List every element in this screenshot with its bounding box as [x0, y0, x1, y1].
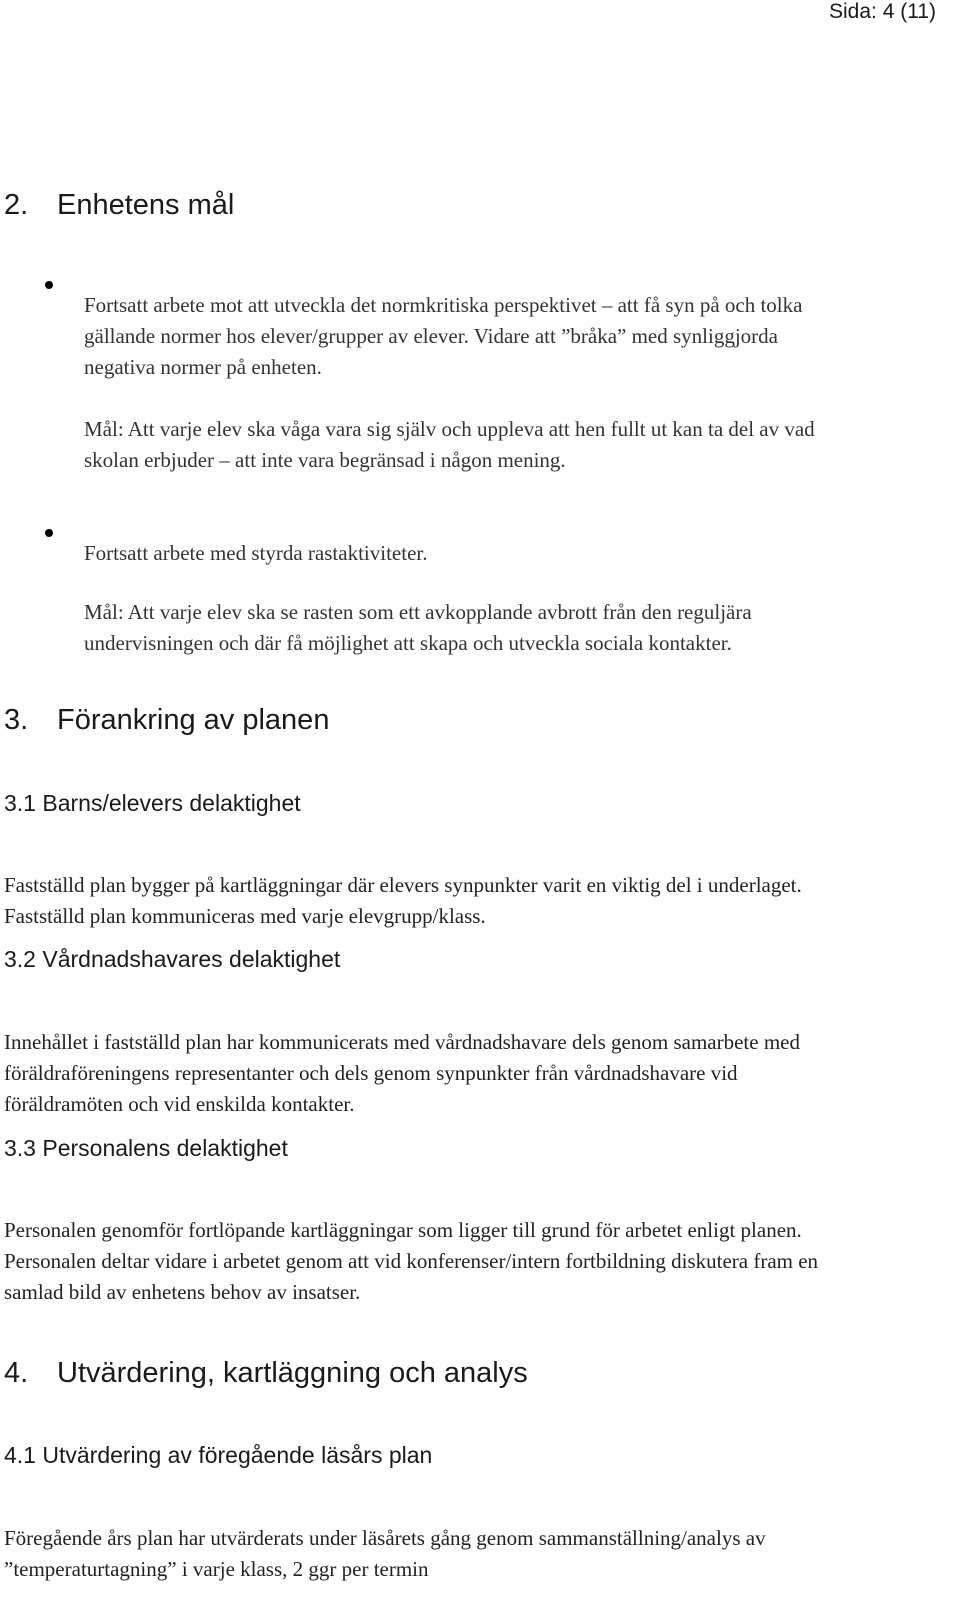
section-4-heading: [4, 1356, 528, 1390]
goal-text-1: Mål: Att varje elev ska våga vara sig själv och uppleva att hen fullt ut kan ta del av vad skolan erbjuder – att inte vara begränsad i någon mening.: [84, 417, 815, 472]
subsection-3-1-text: Fastställd plan bygger på kartläggningar där elevers synpunkter varit en viktig del i underlaget. Fastställd plan kommuniceras med varje elevgrupp/klass.: [4, 873, 802, 928]
bullet-icon: [45, 529, 53, 537]
subsection-3-2-heading: 3.2 Vårdnadshavares delaktighet: [4, 946, 341, 972]
subsection-4-1-text: Föregående års plan har utvärderats under läsårets gång genom sammanställning/analys av ”temperaturtagning” i varje klass, 2 ggr per termin: [4, 1526, 766, 1581]
section-2-heading: [4, 188, 234, 222]
section-3-number: 3.: [4, 704, 29, 736]
section-3-title: Förankring av planen: [57, 704, 330, 736]
goal-text-2: Mål: Att varje elev ska se rasten som ett avkopplande avbrott från den reguljära undervisningen och där få möjlighet att skapa och utveckla sociala kontakter.: [84, 600, 752, 655]
subsection-4-1-heading: 4.1 Utvärdering av föregående läsårs plan: [4, 1442, 433, 1468]
bullet-text: Fortsatt arbete mot att utveckla det normkritiska perspektivet – att få syn på och tolka gällande normer hos elever/grupper av elever. Vidare att ”bråka” med synliggjorda negativa normer på enheten.: [84, 293, 803, 379]
subsection-3-3-text: Personalen genomför fortlöpande kartläggningar som ligger till grund för arbetet enligt planen. Personalen deltar vidare i arbetet genom att vid konferenser/intern fortbildning diskutera fram en samlad bild av enhetens behov av insatser.: [4, 1218, 819, 1304]
section-2-title: Enhetens mål: [57, 189, 235, 221]
subsection-3-3-heading: 3.3 Personalens delaktighet: [4, 1135, 288, 1161]
section-2-number: 2.: [4, 189, 29, 221]
subsection-3-2-text: Innehållet i fastställd plan har kommunicerats med vårdnadshavare dels genom samarbete med föräldraföreningens representanter och dels genom synpunkter från vårdnadshavare vid föräldramöten och vid enskilda kontakter.: [4, 1030, 800, 1116]
page-number: Sida: 4 (11): [829, 0, 936, 23]
section-4-title: Utvärdering, kartläggning och analys: [57, 1357, 528, 1389]
bullet-icon: [45, 281, 53, 289]
bullet-text: Fortsatt arbete med styrda rastaktiviteter.: [84, 541, 428, 565]
section-3-heading: [4, 703, 329, 737]
section-4-number: 4.: [4, 1357, 29, 1389]
subsection-3-1-heading: 3.1 Barns/elevers delaktighet: [4, 790, 301, 816]
